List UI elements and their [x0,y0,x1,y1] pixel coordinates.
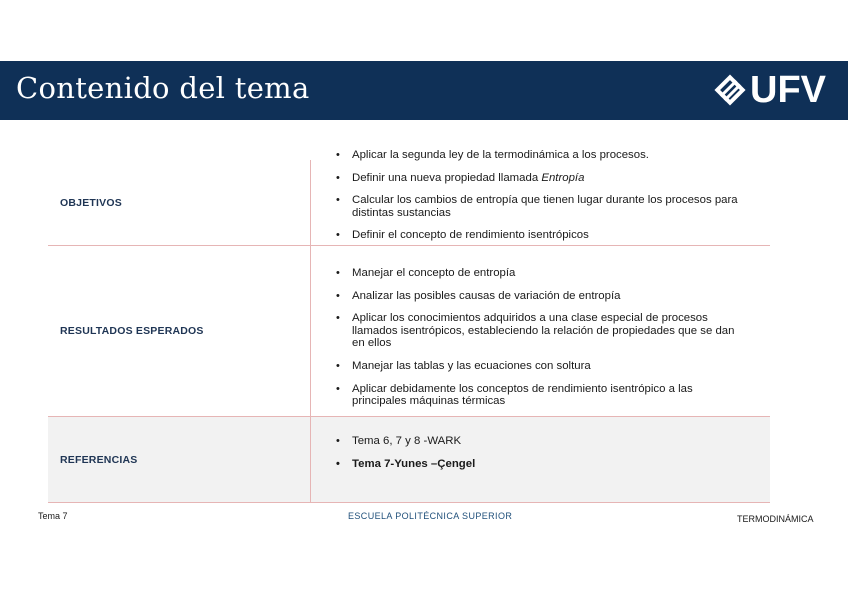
ufv-logo-text: UFV [750,69,826,111]
column-divider [310,246,311,416]
row-label-referencias: REFERENCIAS [60,453,138,466]
column-divider [310,417,311,502]
list-item: • Aplicar los conocimientos adquiridos a una clase especial de procesos llamados isentrópicos, estableciendo la relación de propiedades que se dan en ellos [336,312,741,350]
list-item: • Tema 6, 7 y 8 -WARK [336,435,741,448]
list-item: • Aplicar debidamente los conceptos de rendimiento isentrópico a las principales máquinas térmicas [336,383,741,408]
content-table [48,149,770,503]
row-label-objetivos: OBJETIVOS [60,196,122,209]
header-bar [0,61,848,120]
referencias-list [336,435,741,480]
list-item-emphasis: Entropía [541,171,585,184]
column-divider [310,160,311,245]
list-item: • Definir el concepto de rendimiento isentrópicos [336,229,741,242]
list-item: • Aplicar la segunda ley de la termodinámica a los procesos. [336,149,741,162]
list-item-text: Definir una nueva propiedad llamada [352,171,542,184]
resultados-list [336,267,741,418]
table-row-resultados [48,246,770,417]
list-item: • Manejar el concepto de entropía [336,267,741,280]
ufv-logo [713,70,826,110]
list-item: • Tema 7-Yunes –Çengel [336,458,741,471]
list-item: • Manejar las tablas y las ecuaciones con soltura [336,360,741,373]
footer-school: ESCUELA POLITÉCNICA SUPERIOR [348,511,513,521]
footer-subject: TERMODINÁMICA [737,514,814,524]
table-row-objetivos [48,149,770,246]
list-item: • Calcular los cambios de entropía que tienen lugar durante los procesos para distintas sustancias [336,194,741,219]
list-item [336,172,741,185]
footer-topic: Tema 7 [38,511,68,521]
list-item: • Analizar las posibles causas de variación de entropía [336,290,741,303]
row-label-resultados: RESULTADOS ESPERADOS [60,325,204,337]
ufv-logo-mark-icon [713,73,747,107]
objetivos-list [336,149,741,252]
table-row-referencias [48,417,770,503]
page-title: Contenido del tema [16,71,310,105]
